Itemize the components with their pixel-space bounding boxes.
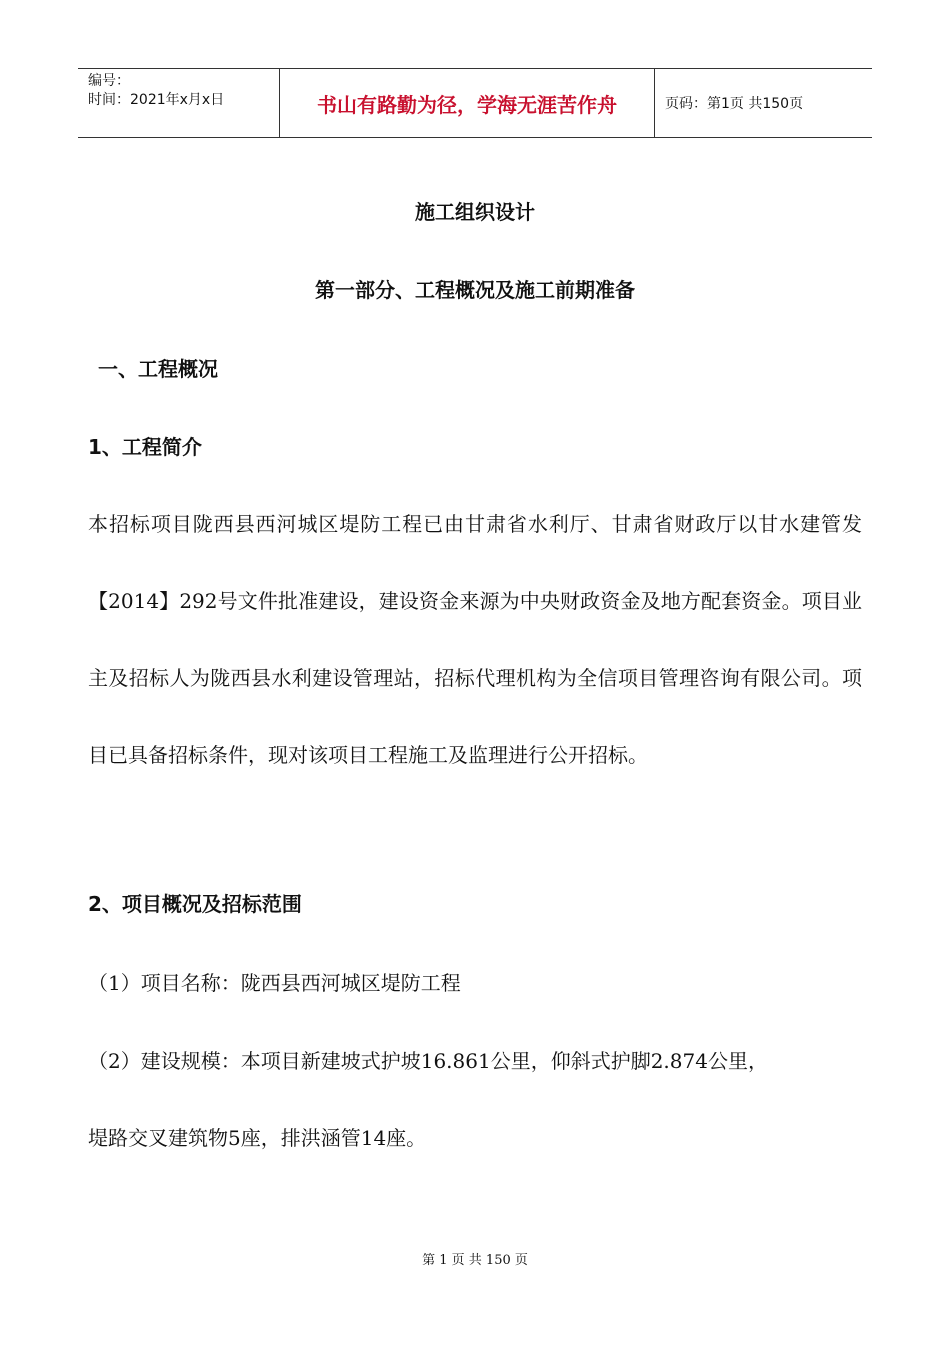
number-label: 编号： bbox=[88, 73, 130, 89]
scale-item-line-2: 堤路交叉建筑物5座，排洪涵管14座。 bbox=[88, 1126, 427, 1150]
scale-item-line-1: （2）建设规模：本项目新建坡式护坡16.861公里，仰斜式护脚2.874公里， bbox=[88, 1049, 768, 1073]
document-header bbox=[78, 68, 872, 138]
subsection-heading-1: 1、工程简介 bbox=[88, 435, 202, 459]
part-title: 第一部分、工程概况及施工前期准备 bbox=[315, 278, 635, 302]
section-heading: 一、工程概况 bbox=[98, 357, 218, 381]
document-title: 施工组织设计 bbox=[415, 200, 535, 224]
header-motto: 书山有路勤为径，学海无涯苦作舟 bbox=[280, 69, 655, 137]
intro-paragraph: 本招标项目陇西县西河城区堤防工程已由甘肃省水利厅、甘肃省财政厅以甘水建管发【2014】292号文件批准建设，建设资金来源为中央财政资金及地方配套资金。项目业主及招标人为陇西县水利建设管理站，招标代理机构为全信项目管理咨询有限公司。项目已具备招标条件，现对该项目工程施工及监理进行公开招标。 bbox=[88, 512, 862, 767]
project-name-item: （1）项目名称：陇西县西河城区堤防工程 bbox=[88, 971, 461, 995]
page-footer: 第 1 页 共 150 页 bbox=[422, 1253, 528, 1268]
time-label: 时间：2021年x月x日 bbox=[88, 92, 225, 108]
header-page-info: 页码：第1页 共150页 bbox=[665, 96, 804, 112]
subsection-heading-2: 2、项目概况及招标范围 bbox=[88, 892, 302, 916]
header-meta bbox=[78, 69, 280, 137]
